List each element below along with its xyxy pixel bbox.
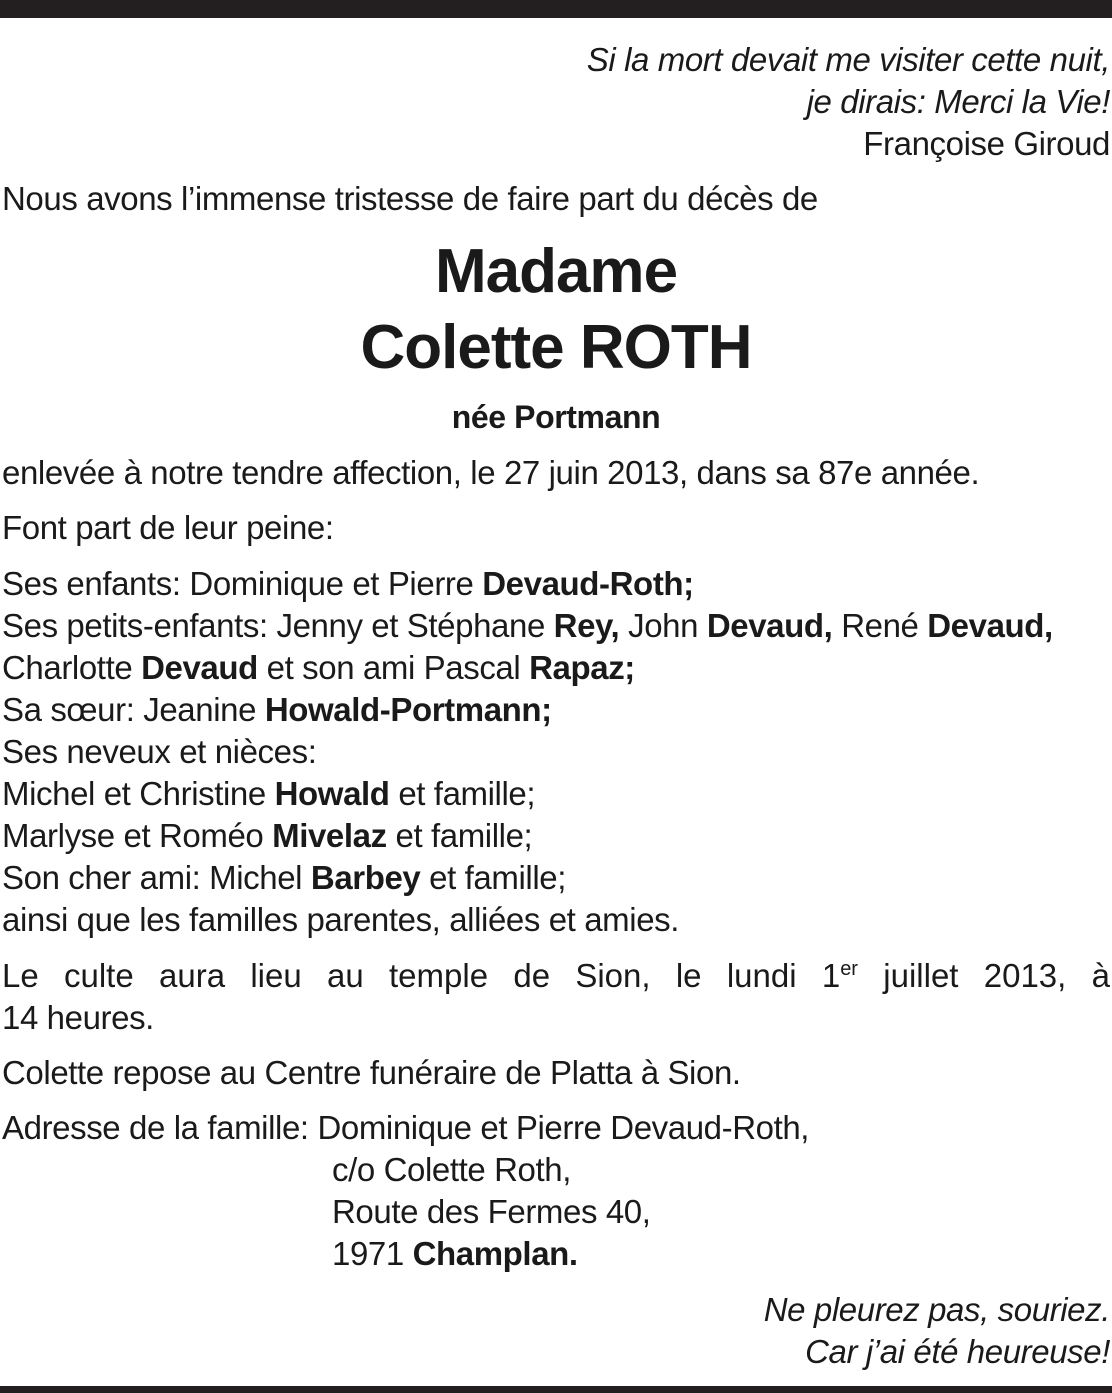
- closing-line-2: Car j’ai été heureuse!: [805, 1333, 1110, 1370]
- sister-prefix: Sa sœur: Jeanine: [2, 691, 265, 728]
- friend-name-rapaz: Rapaz;: [529, 649, 635, 686]
- repose-line: Colette repose au Centre funéraire de Platta à Sion.: [2, 1054, 741, 1091]
- friend-line: [2, 858, 566, 898]
- address-label: Adresse de la famille:: [2, 1109, 318, 1146]
- service-word: Le: [2, 957, 39, 994]
- sister-line: [2, 690, 552, 730]
- address-postcode: 1971: [332, 1235, 413, 1272]
- service-word: Sion,: [575, 957, 651, 994]
- service-word: à: [1091, 957, 1110, 994]
- service-line-2: 14 heures.: [2, 999, 154, 1036]
- nephew-line-2: [2, 816, 532, 856]
- nephews-heading: Ses neveux et nièces:: [2, 733, 317, 770]
- service-word: au: [327, 957, 364, 994]
- service-word: lieu: [250, 957, 302, 994]
- children-line: [2, 564, 694, 604]
- nephew1-name: Howald: [274, 775, 390, 812]
- nephew2-prefix: Marlyse et Roméo: [2, 817, 273, 854]
- friend-suffix: et famille;: [420, 859, 566, 896]
- friend-prefix: Son cher ami: Michel: [2, 859, 311, 896]
- service-word: culte: [64, 957, 134, 994]
- extended-family-line: ainsi que les familles parentes, alliées et amies.: [2, 901, 680, 938]
- nephew1-suffix: et famille;: [389, 775, 536, 812]
- service-day: [822, 956, 858, 996]
- service-word: le: [675, 957, 702, 994]
- address-line-3: Route des Fermes 40,: [332, 1193, 651, 1230]
- grandchildren-line-1: [2, 606, 1053, 646]
- service-word: 2013,: [983, 957, 1067, 994]
- epigraph-line-2: je dirais: Merci la Vie!: [806, 83, 1110, 120]
- grandchildren-line-2: [2, 648, 635, 688]
- address-line-2: c/o Colette Roth,: [332, 1151, 571, 1188]
- grandchild-name-devaud-1: Devaud,: [706, 607, 833, 644]
- epigraph-line-1: Si la mort devait me visiter cette nuit,: [586, 41, 1110, 78]
- epigraph-author: Françoise Giroud: [863, 125, 1110, 162]
- grandchild-mid-2: René: [832, 607, 928, 644]
- intro-text: Nous avons l’immense tristesse de faire part du décès de: [2, 180, 818, 217]
- service-line-1: [2, 956, 1110, 996]
- service-word: lundi: [726, 957, 797, 994]
- maiden-name: née Portmann: [451, 399, 661, 435]
- grandchild-mid-1: John: [619, 607, 707, 644]
- service-day-number: 1: [821, 957, 841, 994]
- nephew1-prefix: Michel et Christine: [2, 775, 275, 812]
- address-line-4: [332, 1234, 578, 1274]
- death-line: enlevée à notre tendre affection, le 27 juin 2013, dans sa 87e année.: [2, 454, 980, 491]
- service-word: aura: [159, 957, 226, 994]
- children-name: Devaud-Roth;: [482, 565, 694, 602]
- grandchildren-prefix: Ses petits-enfants: Jenny et Stéphane: [2, 607, 554, 644]
- children-prefix: Ses enfants: Dominique et Pierre: [2, 565, 483, 602]
- mourners-intro: Font part de leur peine:: [2, 509, 334, 546]
- service-day-superscript: er: [840, 958, 858, 980]
- grandchildren2-prefix: Charlotte: [2, 649, 142, 686]
- grandchild-name-devaud-3: Devaud: [141, 649, 258, 686]
- address-city: Champlan.: [412, 1235, 578, 1272]
- grandchildren2-mid: et son ami Pascal: [257, 649, 530, 686]
- service-word: de: [513, 957, 551, 994]
- nephew2-name: Mivelaz: [272, 817, 387, 854]
- closing-line-1: Ne pleurez pas, souriez.: [763, 1291, 1110, 1328]
- nephew-line-1: [2, 774, 535, 814]
- friend-name: Barbey: [310, 859, 421, 896]
- grandchild-name-devaud-2: Devaud,: [927, 607, 1053, 644]
- deceased-title: Madame: [434, 237, 678, 306]
- service-word: temple: [389, 957, 489, 994]
- address-line-1: [2, 1108, 809, 1148]
- service-word: juillet: [883, 957, 959, 994]
- nephew2-suffix: et famille;: [386, 817, 533, 854]
- address-recipient: Dominique et Pierre Devaud-Roth,: [317, 1109, 810, 1146]
- deceased-name: Colette ROTH: [360, 313, 752, 382]
- sister-name: Howald-Portmann;: [264, 691, 552, 728]
- grandchild-name-rey: Rey,: [553, 607, 620, 644]
- top-rule: [0, 0, 1112, 18]
- bottom-rule: [0, 1386, 1112, 1393]
